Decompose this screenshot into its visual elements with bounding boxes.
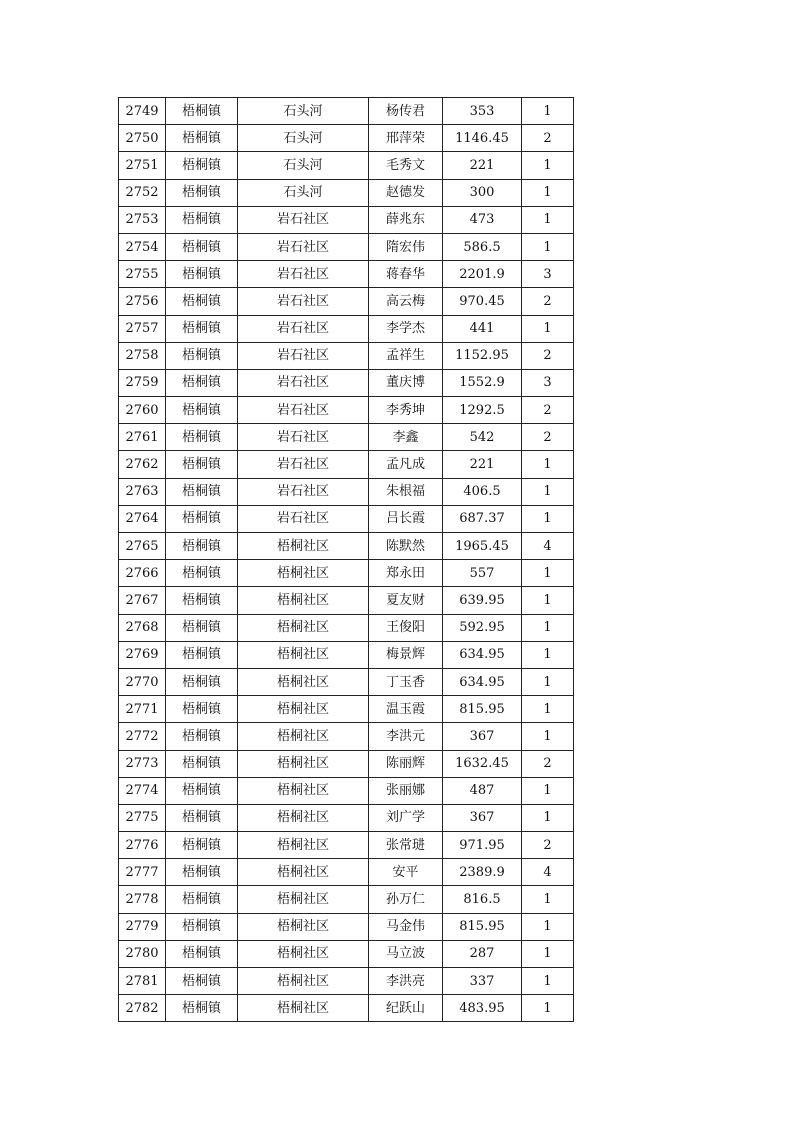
cell-count: 1 <box>522 560 574 587</box>
cell-count: 1 <box>522 886 574 913</box>
cell-seq: 2752 <box>119 179 166 206</box>
cell-count: 2 <box>522 125 574 152</box>
cell-seq: 2756 <box>119 288 166 315</box>
cell-village: 梧桐社区 <box>238 777 369 804</box>
table-row <box>119 995 574 1022</box>
cell-count: 1 <box>522 152 574 179</box>
cell-town: 梧桐镇 <box>166 804 238 831</box>
cell-count: 1 <box>522 179 574 206</box>
cell-village: 梧桐社区 <box>238 560 369 587</box>
cell-village: 岩石社区 <box>238 369 369 396</box>
cell-name: 李洪元 <box>369 723 443 750</box>
cell-town: 梧桐镇 <box>166 777 238 804</box>
cell-name: 朱根福 <box>369 478 443 505</box>
table-row <box>119 342 574 369</box>
cell-town: 梧桐镇 <box>166 342 238 369</box>
cell-seq: 2751 <box>119 152 166 179</box>
cell-count: 2 <box>522 397 574 424</box>
cell-name: 毛秀文 <box>369 152 443 179</box>
table-row <box>119 261 574 288</box>
cell-name: 蒋春华 <box>369 261 443 288</box>
cell-count: 2 <box>522 424 574 451</box>
cell-village: 梧桐社区 <box>238 940 369 967</box>
cell-name: 马金伟 <box>369 913 443 940</box>
table-row <box>119 668 574 695</box>
cell-village: 梧桐社区 <box>238 968 369 995</box>
cell-name: 安平 <box>369 859 443 886</box>
table-row <box>119 587 574 614</box>
cell-count: 1 <box>522 968 574 995</box>
cell-village: 梧桐社区 <box>238 886 369 913</box>
cell-town: 梧桐镇 <box>166 478 238 505</box>
cell-area: 542 <box>443 424 522 451</box>
cell-town: 梧桐镇 <box>166 560 238 587</box>
cell-area: 1552.9 <box>443 369 522 396</box>
cell-area: 1965.45 <box>443 533 522 560</box>
table-row <box>119 397 574 424</box>
cell-town: 梧桐镇 <box>166 668 238 695</box>
cell-town: 梧桐镇 <box>166 587 238 614</box>
cell-name: 李秀坤 <box>369 397 443 424</box>
cell-town: 梧桐镇 <box>166 886 238 913</box>
cell-town: 梧桐镇 <box>166 913 238 940</box>
cell-area: 971.95 <box>443 832 522 859</box>
cell-count: 4 <box>522 533 574 560</box>
cell-town: 梧桐镇 <box>166 152 238 179</box>
cell-town: 梧桐镇 <box>166 832 238 859</box>
table-row <box>119 968 574 995</box>
cell-village: 石头河 <box>238 98 369 125</box>
table-row <box>119 179 574 206</box>
cell-village: 岩石社区 <box>238 288 369 315</box>
cell-seq: 2775 <box>119 804 166 831</box>
cell-seq: 2762 <box>119 451 166 478</box>
cell-village: 石头河 <box>238 179 369 206</box>
cell-seq: 2780 <box>119 940 166 967</box>
cell-name: 孙万仁 <box>369 886 443 913</box>
cell-name: 王俊阳 <box>369 614 443 641</box>
cell-village: 梧桐社区 <box>238 832 369 859</box>
cell-area: 639.95 <box>443 587 522 614</box>
cell-name: 李鑫 <box>369 424 443 451</box>
cell-town: 梧桐镇 <box>166 696 238 723</box>
cell-village: 梧桐社区 <box>238 696 369 723</box>
cell-name: 陈默然 <box>369 533 443 560</box>
cell-seq: 2753 <box>119 206 166 233</box>
cell-seq: 2750 <box>119 125 166 152</box>
cell-town: 梧桐镇 <box>166 995 238 1022</box>
cell-count: 1 <box>522 206 574 233</box>
cell-village: 岩石社区 <box>238 261 369 288</box>
cell-village: 梧桐社区 <box>238 641 369 668</box>
cell-town: 梧桐镇 <box>166 369 238 396</box>
table-row <box>119 560 574 587</box>
table-row <box>119 288 574 315</box>
cell-name: 孟祥生 <box>369 342 443 369</box>
table-row <box>119 913 574 940</box>
cell-count: 3 <box>522 261 574 288</box>
cell-count: 1 <box>522 668 574 695</box>
cell-seq: 2779 <box>119 913 166 940</box>
table-row <box>119 478 574 505</box>
cell-seq: 2774 <box>119 777 166 804</box>
cell-name: 纪跃山 <box>369 995 443 1022</box>
cell-seq: 2749 <box>119 98 166 125</box>
cell-town: 梧桐镇 <box>166 288 238 315</box>
cell-area: 1152.95 <box>443 342 522 369</box>
cell-area: 557 <box>443 560 522 587</box>
cell-name: 邢萍荣 <box>369 125 443 152</box>
cell-area: 634.95 <box>443 641 522 668</box>
table-row <box>119 696 574 723</box>
cell-seq: 2764 <box>119 505 166 532</box>
cell-name: 张丽娜 <box>369 777 443 804</box>
cell-seq: 2781 <box>119 968 166 995</box>
cell-name: 丁玉香 <box>369 668 443 695</box>
cell-village: 岩石社区 <box>238 478 369 505</box>
cell-seq: 2776 <box>119 832 166 859</box>
cell-area: 406.5 <box>443 478 522 505</box>
cell-town: 梧桐镇 <box>166 315 238 342</box>
cell-village: 梧桐社区 <box>238 723 369 750</box>
cell-name: 孟凡成 <box>369 451 443 478</box>
table-row <box>119 233 574 260</box>
cell-name: 赵德发 <box>369 179 443 206</box>
table-row <box>119 750 574 777</box>
cell-area: 816.5 <box>443 886 522 913</box>
cell-seq: 2770 <box>119 668 166 695</box>
cell-seq: 2757 <box>119 315 166 342</box>
records-table-body <box>119 98 574 1022</box>
cell-village: 岩石社区 <box>238 451 369 478</box>
cell-seq: 2761 <box>119 424 166 451</box>
cell-seq: 2754 <box>119 233 166 260</box>
cell-town: 梧桐镇 <box>166 206 238 233</box>
cell-village: 梧桐社区 <box>238 668 369 695</box>
cell-town: 梧桐镇 <box>166 614 238 641</box>
cell-area: 367 <box>443 723 522 750</box>
cell-seq: 2782 <box>119 995 166 1022</box>
cell-area: 1146.45 <box>443 125 522 152</box>
cell-name: 高云梅 <box>369 288 443 315</box>
cell-count: 1 <box>522 641 574 668</box>
cell-seq: 2772 <box>119 723 166 750</box>
cell-count: 1 <box>522 451 574 478</box>
cell-seq: 2778 <box>119 886 166 913</box>
cell-village: 岩石社区 <box>238 342 369 369</box>
table-row <box>119 125 574 152</box>
cell-area: 1632.45 <box>443 750 522 777</box>
table-row <box>119 424 574 451</box>
cell-area: 287 <box>443 940 522 967</box>
cell-name: 董庆博 <box>369 369 443 396</box>
cell-seq: 2766 <box>119 560 166 587</box>
cell-name: 陈丽辉 <box>369 750 443 777</box>
cell-count: 1 <box>522 587 574 614</box>
cell-count: 1 <box>522 614 574 641</box>
cell-seq: 2765 <box>119 533 166 560</box>
cell-town: 梧桐镇 <box>166 940 238 967</box>
cell-count: 1 <box>522 940 574 967</box>
cell-village: 岩石社区 <box>238 206 369 233</box>
cell-village: 梧桐社区 <box>238 804 369 831</box>
table-row <box>119 98 574 125</box>
cell-town: 梧桐镇 <box>166 261 238 288</box>
cell-count: 1 <box>522 315 574 342</box>
cell-seq: 2755 <box>119 261 166 288</box>
cell-village: 梧桐社区 <box>238 750 369 777</box>
cell-area: 353 <box>443 98 522 125</box>
cell-count: 1 <box>522 233 574 260</box>
cell-seq: 2759 <box>119 369 166 396</box>
cell-village: 石头河 <box>238 152 369 179</box>
cell-name: 吕长霞 <box>369 505 443 532</box>
cell-seq: 2777 <box>119 859 166 886</box>
cell-town: 梧桐镇 <box>166 179 238 206</box>
cell-village: 梧桐社区 <box>238 587 369 614</box>
cell-count: 1 <box>522 723 574 750</box>
cell-town: 梧桐镇 <box>166 424 238 451</box>
cell-count: 3 <box>522 369 574 396</box>
records-table <box>118 97 574 1022</box>
cell-town: 梧桐镇 <box>166 505 238 532</box>
cell-town: 梧桐镇 <box>166 750 238 777</box>
cell-town: 梧桐镇 <box>166 451 238 478</box>
cell-area: 815.95 <box>443 696 522 723</box>
cell-town: 梧桐镇 <box>166 98 238 125</box>
cell-village: 梧桐社区 <box>238 995 369 1022</box>
cell-village: 岩石社区 <box>238 397 369 424</box>
table-row <box>119 723 574 750</box>
cell-name: 夏友财 <box>369 587 443 614</box>
cell-area: 337 <box>443 968 522 995</box>
cell-name: 刘广学 <box>369 804 443 831</box>
cell-count: 1 <box>522 98 574 125</box>
table-row <box>119 804 574 831</box>
cell-count: 2 <box>522 750 574 777</box>
cell-seq: 2773 <box>119 750 166 777</box>
cell-count: 2 <box>522 342 574 369</box>
cell-seq: 2767 <box>119 587 166 614</box>
cell-area: 2201.9 <box>443 261 522 288</box>
cell-area: 483.95 <box>443 995 522 1022</box>
cell-area: 441 <box>443 315 522 342</box>
cell-village: 岩石社区 <box>238 315 369 342</box>
cell-town: 梧桐镇 <box>166 233 238 260</box>
cell-count: 2 <box>522 832 574 859</box>
table-row <box>119 940 574 967</box>
cell-area: 815.95 <box>443 913 522 940</box>
table-row <box>119 315 574 342</box>
cell-seq: 2771 <box>119 696 166 723</box>
cell-name: 杨传君 <box>369 98 443 125</box>
cell-name: 李洪亮 <box>369 968 443 995</box>
cell-count: 2 <box>522 288 574 315</box>
cell-count: 1 <box>522 478 574 505</box>
cell-name: 郑永田 <box>369 560 443 587</box>
cell-town: 梧桐镇 <box>166 533 238 560</box>
cell-name: 温玉霞 <box>369 696 443 723</box>
cell-area: 687.37 <box>443 505 522 532</box>
cell-town: 梧桐镇 <box>166 397 238 424</box>
cell-seq: 2769 <box>119 641 166 668</box>
cell-area: 221 <box>443 451 522 478</box>
cell-seq: 2760 <box>119 397 166 424</box>
cell-village: 岩石社区 <box>238 424 369 451</box>
table-row <box>119 859 574 886</box>
table-row <box>119 641 574 668</box>
cell-area: 221 <box>443 152 522 179</box>
cell-village: 梧桐社区 <box>238 614 369 641</box>
cell-village: 岩石社区 <box>238 233 369 260</box>
cell-name: 李学杰 <box>369 315 443 342</box>
cell-name: 薛兆东 <box>369 206 443 233</box>
cell-area: 473 <box>443 206 522 233</box>
table-row <box>119 832 574 859</box>
cell-name: 隋宏伟 <box>369 233 443 260</box>
cell-count: 1 <box>522 696 574 723</box>
cell-town: 梧桐镇 <box>166 641 238 668</box>
cell-area: 970.45 <box>443 288 522 315</box>
cell-area: 487 <box>443 777 522 804</box>
cell-seq: 2768 <box>119 614 166 641</box>
cell-village: 梧桐社区 <box>238 859 369 886</box>
cell-name: 张常琎 <box>369 832 443 859</box>
cell-name: 马立波 <box>369 940 443 967</box>
cell-village: 石头河 <box>238 125 369 152</box>
cell-area: 586.5 <box>443 233 522 260</box>
cell-seq: 2763 <box>119 478 166 505</box>
cell-count: 4 <box>522 859 574 886</box>
table-row <box>119 369 574 396</box>
table-row <box>119 152 574 179</box>
cell-town: 梧桐镇 <box>166 125 238 152</box>
table-row <box>119 451 574 478</box>
cell-area: 1292.5 <box>443 397 522 424</box>
cell-count: 1 <box>522 505 574 532</box>
cell-town: 梧桐镇 <box>166 859 238 886</box>
cell-town: 梧桐镇 <box>166 968 238 995</box>
cell-area: 2389.9 <box>443 859 522 886</box>
cell-area: 634.95 <box>443 668 522 695</box>
cell-seq: 2758 <box>119 342 166 369</box>
table-row <box>119 206 574 233</box>
table-row <box>119 777 574 804</box>
cell-area: 592.95 <box>443 614 522 641</box>
cell-village: 梧桐社区 <box>238 533 369 560</box>
cell-name: 梅景辉 <box>369 641 443 668</box>
table-row <box>119 533 574 560</box>
cell-area: 300 <box>443 179 522 206</box>
cell-count: 1 <box>522 777 574 804</box>
cell-village: 岩石社区 <box>238 505 369 532</box>
cell-village: 梧桐社区 <box>238 913 369 940</box>
cell-town: 梧桐镇 <box>166 723 238 750</box>
table-row <box>119 505 574 532</box>
cell-count: 1 <box>522 995 574 1022</box>
cell-area: 367 <box>443 804 522 831</box>
table-row <box>119 886 574 913</box>
cell-count: 1 <box>522 913 574 940</box>
cell-count: 1 <box>522 804 574 831</box>
table-row <box>119 614 574 641</box>
